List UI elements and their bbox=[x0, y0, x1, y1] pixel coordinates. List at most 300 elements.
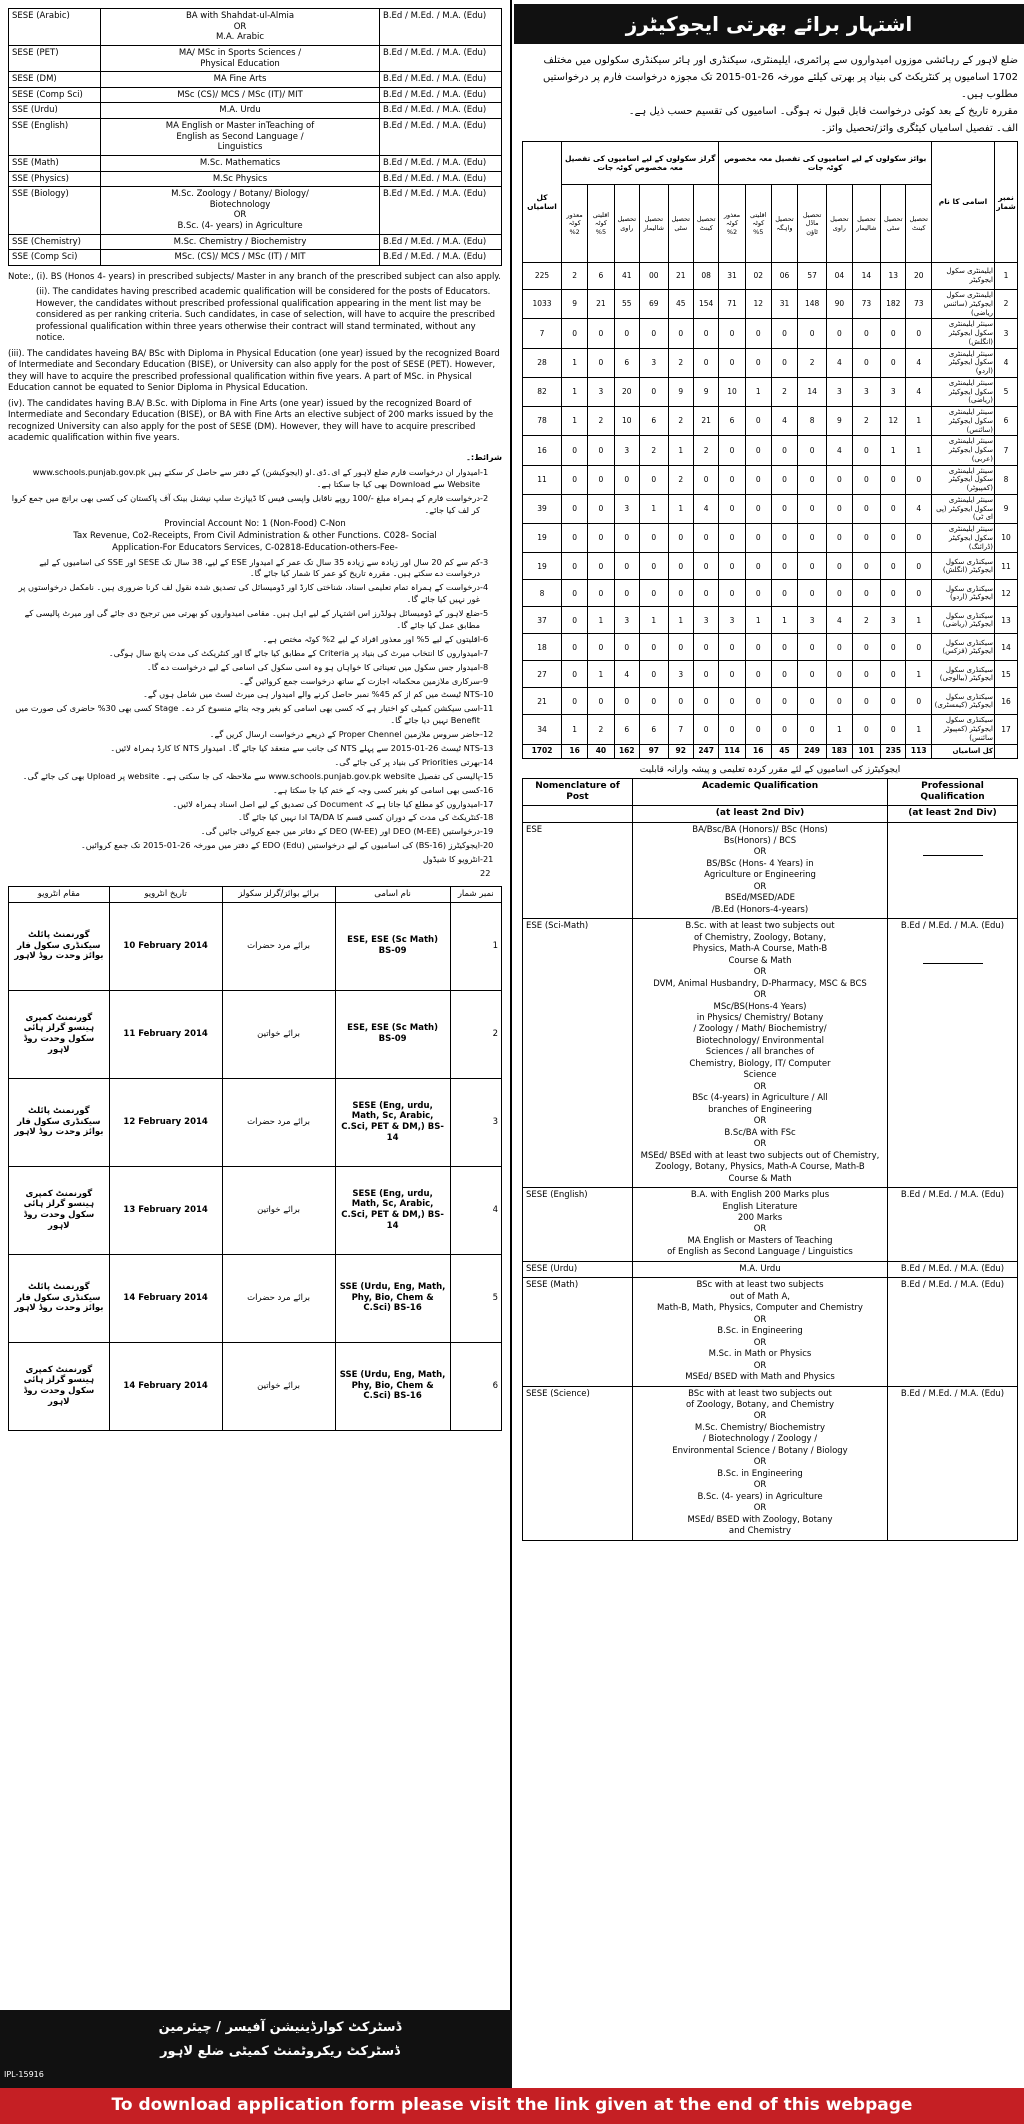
aq-academic bbox=[633, 1261, 888, 1277]
schedule-post: SSE (Urdu, Eng, Math, Phy, Bio, Chem & C.Sci) BS-16 bbox=[335, 1342, 450, 1430]
aq-academic-line: OR bbox=[753, 1480, 767, 1491]
aq-professional-text: B.Ed / M.Ed. / M.A. (Edu) bbox=[900, 1263, 1005, 1274]
posts-subheader: تحصیل کینٹ bbox=[693, 185, 719, 263]
qual-academic-line: MSc. (CS)/ MCS / MSc (IT) / MIT bbox=[174, 252, 306, 263]
condition-number: -14 bbox=[480, 756, 494, 767]
post-boys-count: 2 bbox=[852, 607, 881, 634]
post-girls-count: 0 bbox=[640, 377, 669, 406]
condition-text: پالیسی کی تفصیل www.schools.punjab.gov.pk website سے ملاحظہ کی جا سکتی ہے۔ website پر Upload بھی کی جائے گی۔ bbox=[22, 770, 480, 781]
aq-academic-line: Science bbox=[743, 1070, 777, 1081]
post-girls-count: 0 bbox=[588, 319, 614, 348]
schedule-date: 14 February 2014 bbox=[109, 1342, 222, 1430]
post-girls-count: 0 bbox=[588, 465, 614, 494]
aq-academic-line: in Physics/ Chemistry/ Botany bbox=[696, 1013, 824, 1023]
schedule-venue: گورنمنٹ پائلٹ سیکنڈری سکول فار بوائز وحدت روڈ لاہور bbox=[9, 1078, 110, 1166]
aq-academic-line: MSEd/ BSED with Zoology, Botany bbox=[687, 1514, 833, 1525]
post-girls-count: 0 bbox=[668, 553, 693, 580]
aq-row bbox=[523, 822, 1018, 919]
condition-item bbox=[8, 557, 502, 581]
post-boys-count: 0 bbox=[745, 634, 771, 661]
schedule-post: ESE, ESE (Sc Math) BS-09 bbox=[335, 902, 450, 990]
aq-academic bbox=[633, 919, 888, 1188]
aq-academic-line: M.Sc. in Math or Physics bbox=[708, 1349, 812, 1360]
post-boys-count: 4 bbox=[906, 377, 932, 406]
post-girls-count: 0 bbox=[562, 607, 588, 634]
post-total: 82 bbox=[523, 377, 562, 406]
post-boys-count: 4 bbox=[771, 407, 797, 436]
aq-academic-line: branches of Engineering bbox=[708, 1104, 812, 1115]
post-boys-count: 02 bbox=[745, 263, 771, 290]
post-boys-count: 20 bbox=[906, 263, 932, 290]
note-3: (iii). The candidates haveing BA/ BSc with Diploma in Physical Education (one year) issued by the recognized Board of Intermediate and Secondary Education (BISE), or University can also apply for the post of SESE (PET). However, they will have to acquire the prescribed professional qualification within five years. A part of MSc. in Physical Education cannot be equated to Senior Diploma in Physical Education. bbox=[8, 348, 500, 394]
post-total: 34 bbox=[523, 715, 562, 744]
post-boys-count: 0 bbox=[827, 524, 852, 553]
qual-post: SSE (Chemistry) bbox=[9, 234, 101, 250]
post-boys-count: 71 bbox=[719, 290, 745, 319]
aq-academic-line: OR bbox=[753, 1503, 767, 1514]
condition-text: اقلیتوں کے لیے 5% اور معذور افراد کے لیے 2% کوٹہ مختص ہے۔ bbox=[262, 633, 480, 644]
aq-post: ESE (Sci-Math) bbox=[523, 919, 633, 1188]
post-girls-count: 0 bbox=[640, 465, 669, 494]
post-boys-count: 0 bbox=[771, 580, 797, 607]
posts-row bbox=[523, 661, 1018, 688]
condition-number: -6 bbox=[480, 633, 489, 644]
aq-professional-text: B.Ed / M.Ed. / M.A. (Edu) bbox=[900, 1280, 1005, 1291]
post-total: 28 bbox=[523, 348, 562, 377]
post-no: 17 bbox=[995, 715, 1018, 744]
post-boys-count: 0 bbox=[852, 465, 881, 494]
condition-text: انٹرویو کا شیڈول bbox=[422, 854, 480, 865]
post-total: 19 bbox=[523, 524, 562, 553]
post-boys-count: 16 bbox=[745, 744, 771, 758]
post-girls-count: 3 bbox=[693, 607, 719, 634]
condition-text: ضلع لاہور کے ڈومیسائل ہولڈرز اس اشتہار کے لیے اہل ہیں۔ مقامی امیدواروں کو بھرتی میں ترجیح دی جائے گی اور میرٹ پالیسی کے مطابق عمل کیا جائے گا۔ bbox=[24, 608, 480, 631]
aq-row bbox=[523, 1386, 1018, 1540]
condition-item bbox=[8, 868, 502, 880]
qual-professional: B.Ed / M.Ed. / M.A. (Edu) bbox=[380, 234, 502, 250]
post-boys-count: 1 bbox=[771, 607, 797, 634]
post-name: سینئر ایلیمنٹری سکول ایجوکیٹر (اردو) bbox=[932, 348, 995, 377]
conditions-section bbox=[8, 452, 502, 880]
post-boys-count: 0 bbox=[719, 494, 745, 523]
schedule-post: ESE, ESE (Sc Math) BS-09 bbox=[335, 990, 450, 1078]
qual-academic-line: MA/ MSc in Sports Sciences / bbox=[178, 47, 302, 58]
post-boys-count: 0 bbox=[827, 319, 852, 348]
post-boys-count: 0 bbox=[745, 715, 771, 744]
post-girls-count: 3 bbox=[614, 436, 639, 465]
post-girls-count: 21 bbox=[668, 263, 693, 290]
condition-item bbox=[8, 785, 502, 797]
aq-academic-line: Math-B, Math, Physics, Computer and Chemistry bbox=[657, 1303, 863, 1314]
post-total: 37 bbox=[523, 607, 562, 634]
aq-academic-line: B.A. with English 200 Marks plus bbox=[690, 1190, 830, 1201]
qual-academic-line: M.A. Arabic bbox=[215, 32, 265, 43]
post-girls-count: 0 bbox=[693, 319, 719, 348]
schedule-no: 5 bbox=[450, 1254, 501, 1342]
posts-total-row bbox=[523, 744, 1018, 758]
post-girls-count: 0 bbox=[693, 553, 719, 580]
post-boys-count: 45 bbox=[771, 744, 797, 758]
post-boys-count: 0 bbox=[798, 436, 827, 465]
post-boys-count: 0 bbox=[827, 494, 852, 523]
post-girls-count: 0 bbox=[588, 436, 614, 465]
condition-number: -2 bbox=[480, 493, 489, 504]
qualification-row bbox=[9, 9, 502, 46]
post-boys-count: 31 bbox=[719, 263, 745, 290]
posts-subheader: تحصیل راوی bbox=[827, 185, 852, 263]
condition-number: -19 bbox=[480, 826, 494, 837]
post-boys-count: 3 bbox=[881, 607, 906, 634]
qual-academic bbox=[101, 234, 380, 250]
aq-dash-line bbox=[923, 855, 983, 856]
qual-academic-line: M.Sc. Zoology / Botany/ Biology/ bbox=[171, 189, 309, 200]
post-name: سیکنڈری سکول ایجوکیٹر (ریاضی) bbox=[932, 607, 995, 634]
posts-header-total: کل اسامیاں bbox=[523, 142, 562, 263]
post-boys-count: 0 bbox=[719, 436, 745, 465]
schedule-row bbox=[9, 990, 502, 1078]
schedule-for: برائے خواتین bbox=[222, 1342, 335, 1430]
post-girls-count: 0 bbox=[640, 688, 669, 715]
post-boys-count: 0 bbox=[745, 553, 771, 580]
post-no: 11 bbox=[995, 553, 1018, 580]
posts-row bbox=[523, 319, 1018, 348]
post-total: 39 bbox=[523, 494, 562, 523]
schedule-no: 6 bbox=[450, 1342, 501, 1430]
account-info-line: Provincial Account No: 1 (Non-Food) C-Non bbox=[164, 518, 346, 529]
post-no: 12 bbox=[995, 580, 1018, 607]
post-boys-count: 113 bbox=[906, 744, 932, 758]
qual-academic-line: Physical Education bbox=[200, 58, 280, 69]
condition-item bbox=[8, 608, 502, 632]
aq-academic-line: Course & Math bbox=[728, 955, 792, 966]
post-name: سینئر ایلیمنٹری سکول ایجوکیٹر (ریاضی) bbox=[932, 377, 995, 406]
qual-academic-line: B.Sc. (4- years) in Agriculture bbox=[177, 221, 303, 231]
aq-header-post: Nomenclature of Post bbox=[523, 778, 633, 806]
aq-academic-line: 200 Marks bbox=[737, 1212, 783, 1223]
aq-academic-line: of Chemistry, Zoology, Botany, bbox=[693, 932, 827, 943]
schedule-header: تاریخ انٹرویو bbox=[109, 886, 222, 902]
condition-number: -5 bbox=[480, 608, 489, 619]
post-boys-count: 12 bbox=[881, 407, 906, 436]
aq-professional-text: B.Ed / M.Ed. / M.A. (Edu) bbox=[900, 921, 1005, 932]
qual-academic-line: M.Sc. Chemistry / Biochemistry bbox=[173, 236, 307, 247]
post-boys-count: 0 bbox=[881, 524, 906, 553]
condition-text: کم سے کم 20 سال اور زیادہ سے زیادہ 35 سال تک عمر کے امیدوار ESE کے لیے، 38 سال تک SESE اور SSE کی اسامیوں کے لیے درخواست دے سکتے ہیں۔ مقررہ تاریخ کو عمر کا شمار کیا جائے گا۔ bbox=[39, 556, 480, 579]
aq-academic-line: Environmental Science / Botany / Biology bbox=[672, 1445, 848, 1456]
post-girls-count: 1 bbox=[562, 715, 588, 744]
post-boys-count: 0 bbox=[852, 494, 881, 523]
posts-subheader: معذور کوٹہ 2% bbox=[719, 185, 745, 263]
post-girls-count: 16 bbox=[562, 744, 588, 758]
post-girls-count: 2 bbox=[668, 348, 693, 377]
post-girls-count: 1 bbox=[668, 607, 693, 634]
left-column bbox=[0, 0, 512, 2088]
intro-line-1: ضلع لاہور کے رہائشی موزوں امیدواروں سے پرائمری، ایلیمنٹری، سیکنڈری اور ہائر سیکنڈری سکولوں میں مختلف bbox=[543, 55, 1018, 66]
post-girls-count: 0 bbox=[588, 580, 614, 607]
condition-number: -13 bbox=[480, 743, 494, 754]
post-boys-count: 0 bbox=[771, 715, 797, 744]
post-boys-count: 9 bbox=[827, 407, 852, 436]
interview-schedule-table bbox=[8, 886, 502, 1431]
condition-item bbox=[8, 582, 502, 606]
post-boys-count: 0 bbox=[798, 494, 827, 523]
aq-academic-line: M.Sc. Chemistry/ Biochemistry bbox=[694, 1422, 826, 1433]
schedule-date: 11 February 2014 bbox=[109, 990, 222, 1078]
qual-academic-line: M.Sc Physics bbox=[212, 173, 268, 184]
post-boys-count: 101 bbox=[852, 744, 881, 758]
post-boys-count: 0 bbox=[827, 465, 852, 494]
post-total: 7 bbox=[523, 319, 562, 348]
post-girls-count: 2 bbox=[668, 465, 693, 494]
post-girls-count: 97 bbox=[640, 744, 669, 758]
posts-row bbox=[523, 634, 1018, 661]
post-girls-count: 3 bbox=[640, 348, 669, 377]
posts-subheader: تحصیل راوی bbox=[614, 185, 639, 263]
schedule-row bbox=[9, 1254, 502, 1342]
condition-number: -16 bbox=[480, 784, 494, 795]
aq-academic-line: MA English or Masters of Teaching bbox=[687, 1235, 833, 1246]
aq-academic-line: B.Sc. in Engineering bbox=[717, 1468, 803, 1479]
schedule-venue: گورنمنٹ پائلٹ سیکنڈری سکول فار بوائز وحدت روڈ لاہور bbox=[9, 902, 110, 990]
post-total: 225 bbox=[523, 263, 562, 290]
qualification-row bbox=[9, 103, 502, 119]
aq-professional bbox=[888, 822, 1018, 919]
posts-subheader: اقلیتی کوٹہ 5% bbox=[588, 185, 614, 263]
post-boys-count: 3 bbox=[852, 377, 881, 406]
post-no: 7 bbox=[995, 436, 1018, 465]
aq-academic-line: BSc (4-years) in Agriculture / All bbox=[692, 1093, 828, 1104]
post-girls-count: 3 bbox=[668, 661, 693, 688]
post-boys-count: 0 bbox=[827, 688, 852, 715]
post-boys-count: 0 bbox=[798, 553, 827, 580]
post-boys-count: 0 bbox=[771, 494, 797, 523]
schedule-post: SESE (Eng, urdu, Math, Sc, Arabic, C.Sci, PET & DM,) BS-14 bbox=[335, 1166, 450, 1254]
interview-schedule bbox=[8, 886, 502, 1431]
aq-post: SESE (English) bbox=[523, 1188, 633, 1262]
qual-academic-line: M.A. Urdu bbox=[219, 105, 261, 116]
post-boys-count: 0 bbox=[771, 465, 797, 494]
post-boys-count: 57 bbox=[798, 263, 827, 290]
aq-academic-line: English Literature bbox=[722, 1201, 798, 1212]
post-girls-count: 6 bbox=[614, 715, 639, 744]
post-boys-count: 0 bbox=[771, 524, 797, 553]
post-boys-count: 0 bbox=[881, 494, 906, 523]
qualification-row bbox=[9, 87, 502, 103]
post-boys-count: 0 bbox=[719, 661, 745, 688]
post-boys-count: 73 bbox=[852, 290, 881, 319]
post-boys-count: 1 bbox=[906, 436, 932, 465]
condition-number: -9 bbox=[480, 675, 489, 686]
aq-dash-line bbox=[923, 963, 983, 964]
post-girls-count: 1 bbox=[640, 607, 669, 634]
post-girls-count: 21 bbox=[588, 290, 614, 319]
qual-post: SSE (English) bbox=[9, 119, 101, 156]
aq-academic-line: Agriculture or Engineering bbox=[704, 870, 816, 881]
schedule-date: 10 February 2014 bbox=[109, 902, 222, 990]
condition-text: درخواست کے ہمراہ تمام تعلیمی اسناد، شناختی کارڈ اور ڈومیسائل کی تصدیق شدہ نقول لف کرنا ضروری ہیں۔ نامکمل درخواستوں پر غور نہیں کیا جائے گا۔ bbox=[18, 582, 480, 605]
post-boys-count: 0 bbox=[906, 688, 932, 715]
condition-item bbox=[8, 634, 502, 646]
post-girls-count: 1 bbox=[588, 607, 614, 634]
posts-row bbox=[523, 290, 1018, 319]
download-banner[interactable]: To download application form please visit the link given at the end of this webpage bbox=[0, 2088, 1024, 2124]
post-girls-count: 1 bbox=[640, 494, 669, 523]
schedule-row bbox=[9, 902, 502, 990]
post-girls-count: 2 bbox=[668, 407, 693, 436]
post-boys-count: 0 bbox=[745, 688, 771, 715]
post-name: سیکنڈری سکول ایجوکیٹر (انگلش) bbox=[932, 553, 995, 580]
post-boys-count: 0 bbox=[881, 319, 906, 348]
aq-academic-line: / Zoology / Math/ Biochemistry/ bbox=[693, 1024, 827, 1035]
aq-row bbox=[523, 1261, 1018, 1277]
post-girls-count: 0 bbox=[640, 580, 669, 607]
qualification-row bbox=[9, 45, 502, 71]
aq-header-academic: Academic Qualification bbox=[633, 778, 888, 806]
condition-number: -3 bbox=[480, 556, 489, 567]
aq-academic bbox=[633, 822, 888, 919]
aq-subheader-academic: (at least 2nd Div) bbox=[633, 806, 888, 822]
qual-academic-line: Linguistics bbox=[217, 142, 263, 153]
aq-subheader-professional: (at least 2nd Div) bbox=[888, 806, 1018, 822]
post-boys-count: 0 bbox=[827, 580, 852, 607]
post-girls-count: 7 bbox=[668, 715, 693, 744]
post-girls-count: 6 bbox=[640, 715, 669, 744]
aq-professional bbox=[888, 1278, 1018, 1386]
qual-post: SESE (DM) bbox=[9, 72, 101, 88]
post-girls-count: 0 bbox=[562, 319, 588, 348]
post-girls-count: 9 bbox=[562, 290, 588, 319]
condition-number: -12 bbox=[480, 729, 494, 740]
condition-text: امیدوار جس سکول میں تعیناتی کا خواہاں ہو وہ اسی سکول کی اسامی کے لیے درخواست دے گا۔ bbox=[146, 661, 480, 672]
post-girls-count: 0 bbox=[640, 553, 669, 580]
post-girls-count: 0 bbox=[640, 661, 669, 688]
aq-academic-line: OR bbox=[753, 1314, 767, 1325]
post-total: 1033 bbox=[523, 290, 562, 319]
condition-text: بھرتی Priorities کی بنیاد پر کی جائے گی۔ bbox=[334, 756, 480, 767]
post-boys-count: 0 bbox=[745, 436, 771, 465]
qual-academic-line: OR bbox=[233, 210, 247, 221]
post-boys-count: 0 bbox=[906, 553, 932, 580]
condition-number: -18 bbox=[480, 812, 494, 823]
qual-post: SSE (Urdu) bbox=[9, 103, 101, 119]
qual-academic bbox=[101, 45, 380, 71]
post-girls-count: 40 bbox=[588, 744, 614, 758]
schedule-header: نمبر شمار bbox=[450, 886, 501, 902]
post-boys-count: 0 bbox=[719, 688, 745, 715]
post-girls-count: 0 bbox=[693, 580, 719, 607]
post-boys-count: 73 bbox=[906, 290, 932, 319]
aq-academic-line: and Chemistry bbox=[728, 1526, 792, 1537]
condition-text: NTS ٹیسٹ میں کم از کم 45% نمبر حاصل کرنے والے امیدوار ہی میرٹ لسٹ میں شامل ہوں گے۔ bbox=[143, 689, 480, 700]
intro-line-3: مقررہ تاریخ کے بعد کوئی درخواست قابل قبول نہ ہوگی۔ اسامیوں کی تقسیم حسب ذیل ہے۔ bbox=[628, 106, 1018, 117]
post-boys-count: 0 bbox=[771, 348, 797, 377]
aq-post: SESE (Urdu) bbox=[523, 1261, 633, 1277]
post-name: کل اسامیاں bbox=[932, 744, 995, 758]
post-total: 8 bbox=[523, 580, 562, 607]
post-girls-count: 162 bbox=[614, 744, 639, 758]
aq-professional bbox=[888, 1261, 1018, 1277]
schedule-row bbox=[9, 1166, 502, 1254]
post-girls-count: 2 bbox=[640, 436, 669, 465]
post-girls-count: 0 bbox=[614, 465, 639, 494]
schedule-no: 2 bbox=[450, 990, 501, 1078]
condition-number: -1 bbox=[480, 467, 489, 478]
post-girls-count: 0 bbox=[614, 688, 639, 715]
post-name: سینئر ایلیمنٹری سکول ایجوکیٹر (کمپیوٹر) bbox=[932, 465, 995, 494]
qual-academic-line: MSc (CS)/ MCS / MSc (IT)/ MIT bbox=[177, 89, 303, 100]
post-name: سینئر ایلیمنٹری سکول ایجوکیٹر (ڈرائنگ) bbox=[932, 524, 995, 553]
post-boys-count: 0 bbox=[798, 688, 827, 715]
left-qualification-table bbox=[8, 8, 502, 266]
aq-academic-line: BSEd/MSED/ADE bbox=[725, 893, 795, 904]
post-boys-count: 182 bbox=[881, 290, 906, 319]
post-name: سینئر ایلیمنٹری سکول ایجوکیٹر (عربی) bbox=[932, 436, 995, 465]
aq-academic-line: MSc/BS(Hons-4 Years) bbox=[713, 1001, 807, 1012]
posts-row bbox=[523, 580, 1018, 607]
post-girls-count: 0 bbox=[588, 688, 614, 715]
intro-line-2: 1702 اسامیوں پر کنٹریکٹ کی بنیاد پر بھرتی کیلئے مورخہ 26-01-2015 تک مجوزہ درخواست فارم پر درخواستیں مطلوب ہیں۔ bbox=[543, 72, 1018, 100]
condition-number: 22 bbox=[480, 868, 491, 879]
post-girls-count: 1 bbox=[562, 348, 588, 377]
post-name: سینئر ایلیمنٹری سکول ایجوکیٹر (سائنس) bbox=[932, 407, 995, 436]
post-no: 16 bbox=[995, 688, 1018, 715]
post-boys-count: 0 bbox=[906, 524, 932, 553]
post-girls-count: 1 bbox=[668, 436, 693, 465]
post-boys-count: 0 bbox=[719, 580, 745, 607]
post-girls-count: 0 bbox=[693, 524, 719, 553]
post-girls-count: 0 bbox=[562, 436, 588, 465]
condition-text: ایجوکیٹرز (BS-16) کی اسامیوں کے لیے درخواستیں EDO (Edu) کے دفتر میں مورخہ 26-01-2015 تک جمع کروائیں۔ bbox=[80, 840, 480, 851]
condition-item bbox=[8, 676, 502, 688]
aq-academic-line: BSc with at least two subjects bbox=[696, 1280, 824, 1291]
post-girls-count: 0 bbox=[562, 465, 588, 494]
post-girls-count: 10 bbox=[614, 407, 639, 436]
post-boys-count: 0 bbox=[745, 407, 771, 436]
post-name: سیکنڈری سکول ایجوکیٹر (کیمسٹری) bbox=[932, 688, 995, 715]
post-total: 18 bbox=[523, 634, 562, 661]
post-girls-count: 0 bbox=[693, 715, 719, 744]
post-boys-count: 0 bbox=[745, 661, 771, 688]
condition-item bbox=[8, 467, 502, 491]
post-boys-count: 1 bbox=[906, 661, 932, 688]
post-boys-count: 2 bbox=[798, 348, 827, 377]
post-boys-count: 0 bbox=[906, 634, 932, 661]
qual-professional: B.Ed / M.Ed. / M.A. (Edu) bbox=[380, 103, 502, 119]
qual-post: SESE (PET) bbox=[9, 45, 101, 71]
post-boys-count: 0 bbox=[881, 715, 906, 744]
post-no: 14 bbox=[995, 634, 1018, 661]
qualification-row bbox=[9, 119, 502, 156]
post-boys-count: 4 bbox=[906, 494, 932, 523]
post-girls-count: 1 bbox=[562, 377, 588, 406]
condition-number: -8 bbox=[480, 661, 489, 672]
post-boys-count: 4 bbox=[906, 348, 932, 377]
post-boys-count: 0 bbox=[906, 319, 932, 348]
posts-row bbox=[523, 436, 1018, 465]
aq-academic-line: /B.Ed (Honors-4-years) bbox=[711, 904, 809, 915]
post-boys-count: 0 bbox=[771, 688, 797, 715]
aq-academic-line: Physics, Math-A Course, Math-B bbox=[692, 944, 828, 955]
posts-row bbox=[523, 494, 1018, 523]
condition-text: امیدواروں کا انتخاب میرٹ کی بنیاد پر Criteria کے مطابق کیا جائے گا اور کنٹریکٹ کی مدت پانچ سال ہوگی۔ bbox=[108, 647, 480, 658]
post-no: 15 bbox=[995, 661, 1018, 688]
qual-academic bbox=[101, 87, 380, 103]
post-no: 8 bbox=[995, 465, 1018, 494]
qual-academic-line: Biotechnology bbox=[209, 199, 271, 210]
aq-academic-line: OR bbox=[753, 1360, 767, 1371]
ad-title: اشتہار برائے بھرتی ایجوکیٹرز bbox=[514, 4, 1024, 44]
post-girls-count: 0 bbox=[562, 634, 588, 661]
